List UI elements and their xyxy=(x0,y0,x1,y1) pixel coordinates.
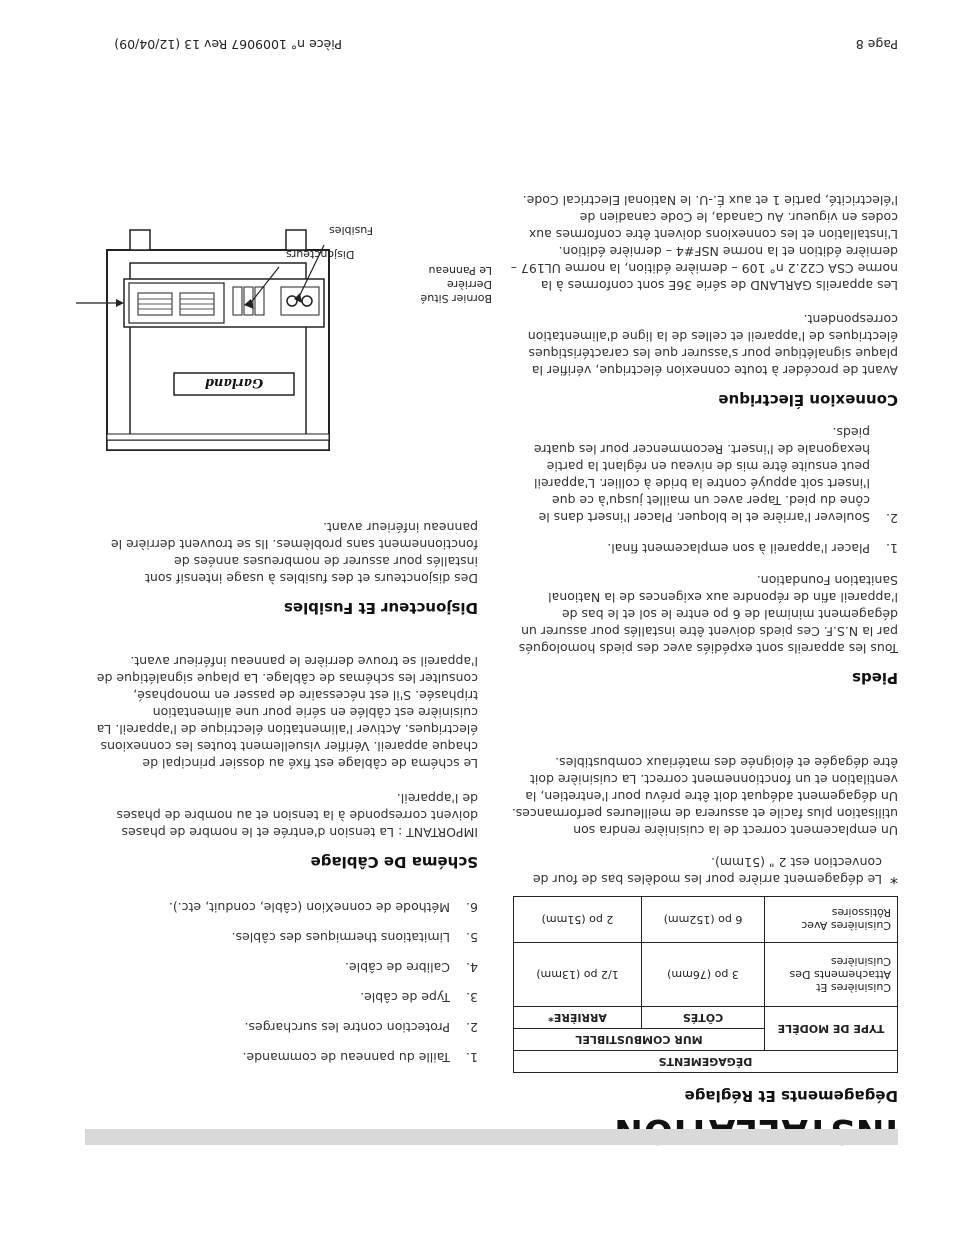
table-header-model-type: TYPE DE MODÈLE xyxy=(765,1007,898,1051)
table-header-sides: CÔTÉS xyxy=(641,1007,764,1029)
terminal-label-line: Derrière xyxy=(447,278,492,291)
range-foot xyxy=(286,230,306,250)
list-item: 1.Taille du panneau de commande. xyxy=(242,1050,478,1065)
clearances-heading: Dégagements Et Réglage xyxy=(684,1087,898,1105)
breakers-label: Disjoncteurs xyxy=(286,248,355,261)
wiring-heading: Schéma De Câblage xyxy=(310,853,478,871)
breakers-section xyxy=(83,519,478,617)
table-cell-model: Cuisinières Avec Rôtissoires xyxy=(765,897,898,943)
clearances-footnote xyxy=(508,854,898,888)
footnote-marker: * xyxy=(890,869,898,888)
breakers-paragraph: Des disjoncteurs et des fusibles à usage intensif sont installés pour assurer de nombreuses années de fonctionnement sans problèmes. Ils se trouvent derrière le panneau inférieur avant. xyxy=(110,520,478,586)
part-number: Pièce n° 1009067 Rev 13 (12/04/09) xyxy=(114,37,342,52)
legs-heading: Pieds xyxy=(852,669,898,687)
range-foot xyxy=(130,230,150,250)
legs-paragraph: Tous les appareils sont expédiés avec des pieds homologués par la N.S.F. Ces pieds doivent être installés pour assurer un dégagement minimal de 6 po entre le sol et le bas de l'appareil afin de répondre aux exigences de la National Sanitation Foundation. xyxy=(518,573,898,656)
range-top-strip xyxy=(107,440,329,450)
fuses-label: Fusibles xyxy=(329,224,374,237)
list-item: 4.Calibre de câble. xyxy=(345,960,478,975)
terminal-label-line: Bornier Situé xyxy=(420,292,492,305)
page-number: Page 8 xyxy=(855,37,898,52)
list-item: 2. Soulever l'arrière et le bloquer. Placer l'insert dans le cône du pied. Taper avec un maillet jusqu'à ce que l'insert soit appuyé contre la bride à collier. L'appareil peut ensuite être mis de niveau en réglant la partie hexagonale de l'insert. Recommencer pour les quatre pieds. xyxy=(533,425,898,526)
terminal-label xyxy=(372,263,492,305)
title-bar xyxy=(85,1129,898,1145)
range-diagram xyxy=(74,215,492,475)
table-row xyxy=(514,897,898,943)
table-cell-rear: 2 po (51mm) xyxy=(514,897,642,943)
table-cell-rear: 1/2 po (13mm) xyxy=(514,943,642,1007)
list-item: 2.Protection contre les surcharges. xyxy=(244,1020,478,1035)
clearances-section xyxy=(508,754,898,1105)
range-top-strip-inner xyxy=(107,434,329,440)
table-cell-sides: 3 po (76mm) xyxy=(641,943,764,1007)
footnote-text: Le dégagement arrière pour les modèles bas de four de convection est 2 " (51mm). xyxy=(532,855,882,887)
fuse xyxy=(302,296,312,306)
table-cell-sides: 6 po (152mm) xyxy=(641,897,764,943)
electrical-paragraph-2: Les appareils GARLAND de série 36E sont conformes à la norme CSA C22.2 n° 109 – dernière édition, la norme UL197 – dernière édition et la norme NSF#4 – dernière édition. L'installation et les connexions doivent être conformes aux codes en vigueur. Au Canada, le Code canadien de l'électricité, partie 1 et aux É.-U. le National Electrical Code. xyxy=(510,193,898,293)
list-item: 3.Type de câble. xyxy=(360,990,478,1005)
breaker xyxy=(233,287,242,315)
table-cell-model: Cuisinières Et Attachements Des Cuisinières xyxy=(765,943,898,1007)
table-row xyxy=(514,943,898,1007)
list-item: 1.Placer l'appareil à son emplacement final. xyxy=(607,541,898,556)
table-header-combustible-wall: MUR COMBUSTIBLEL xyxy=(514,1029,765,1051)
table-header-rear: ARRIÈRE* xyxy=(514,1007,642,1029)
legs-section xyxy=(508,409,898,687)
wiring-section xyxy=(83,653,478,871)
legs-steps xyxy=(508,424,898,556)
electrical-section xyxy=(508,192,898,409)
wiring-paragraph: Le schéma de câblage est fixé au dossier principal de chaque appareil. Vérifier visuellement toutes les connexions électriques. Activer l'alimentation électrique de l'appareil. La cuisinière est câblée en série pour une alimentation triphasée. S'il est nécessaire de passer en monophasé, consulter les schémas de câblage. La plaque signalétique de l'appareil se trouve derrière le panneau inférieur avant. xyxy=(96,654,478,771)
list-item: 5.Limitations thermiques des câbles. xyxy=(231,930,478,945)
table-title: DÉGAGEMENTS xyxy=(514,1051,898,1073)
clearances-table xyxy=(513,896,898,1073)
breakers-heading: Disjoncteur Et Fusibles xyxy=(283,599,478,617)
range-diagram-svg xyxy=(74,215,454,475)
terminal-label-line: Le Panneau xyxy=(428,264,492,277)
clearances-paragraph: Un emplacement correct de la cuisinière rendra son utilisation plus facile et assurera de meilleures performances. Un dégagement adéquat doit être prévu pour l'entretien, la ventilation et un fonctionnement correct. La cuisinière doit être dégagée et éloignée des matériaux combustibles. xyxy=(511,755,898,838)
requirements-list xyxy=(83,900,478,1065)
wiring-important: IMPORTANT : La tension d'entrée et le nombre de phases doivent corresponde à la tension et au nombre de phases de l'appareil. xyxy=(116,791,478,840)
electrical-paragraph-1: Avant de procéder à toute connexion électrique, vérifier la plaque signalétique pour s'assurer que les caractéristiques électriques de l'appareil et celles de la ligne d'alimentation correspondent. xyxy=(527,312,898,378)
list-item: 6.Méthode de conneXion (câble, conduit, etc.). xyxy=(168,900,478,915)
electrical-heading: Connexion Électrique xyxy=(718,391,898,409)
logo-text: Garland xyxy=(204,375,264,390)
requirements-list-section xyxy=(83,885,478,1065)
